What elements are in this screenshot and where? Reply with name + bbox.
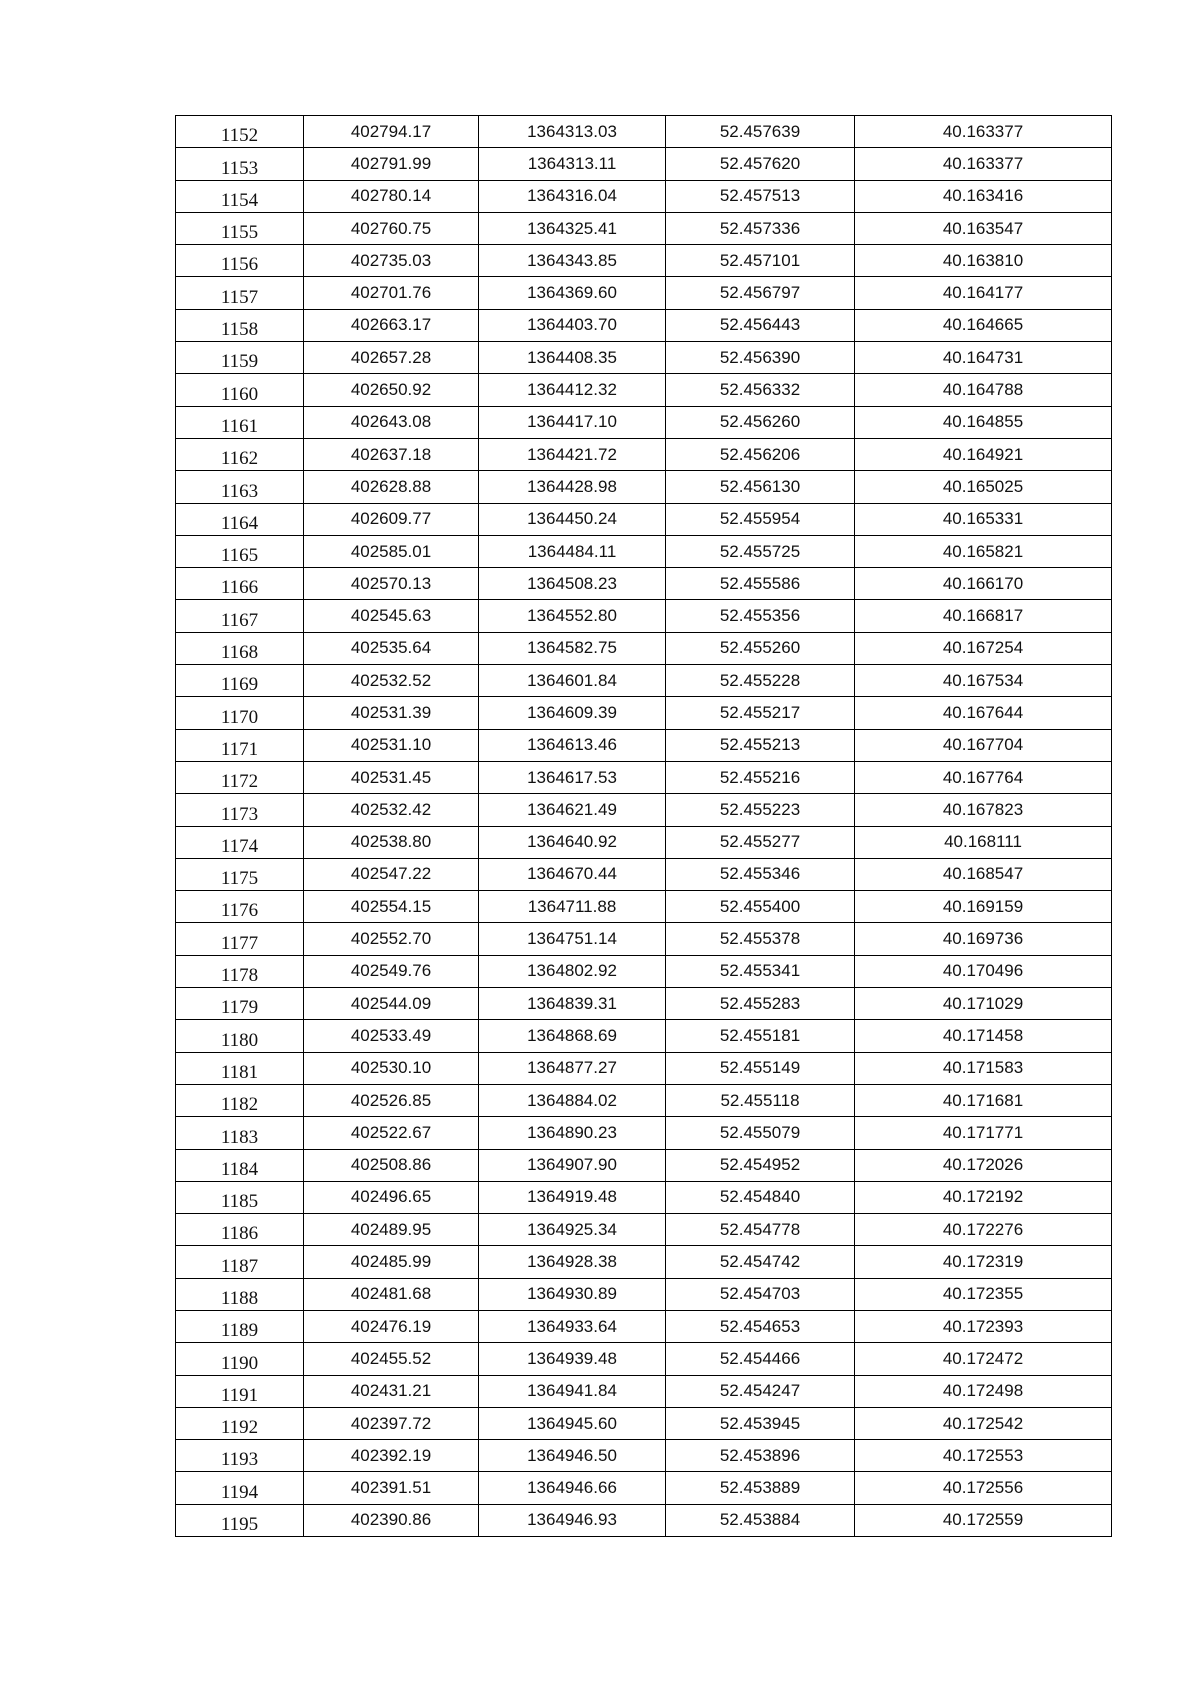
table-row [176, 955, 1112, 987]
table-row [176, 794, 1112, 826]
x-coordinate-cell: 402531.10 [304, 729, 479, 761]
point-number-cell: 1194 [176, 1472, 304, 1504]
x-coordinate-cell: 402554.15 [304, 891, 479, 923]
y-coordinate-cell: 1364945.60 [479, 1407, 666, 1439]
y-coordinate-cell: 1364316.04 [479, 180, 666, 212]
longitude-cell: 40.164665 [855, 309, 1112, 341]
longitude-cell: 40.165025 [855, 471, 1112, 503]
y-coordinate-cell: 1364930.89 [479, 1278, 666, 1310]
y-coordinate-cell: 1364412.32 [479, 374, 666, 406]
table-row [176, 1278, 1112, 1310]
point-number-cell: 1192 [176, 1407, 304, 1439]
point-number-cell: 1178 [176, 955, 304, 987]
longitude-cell: 40.172393 [855, 1310, 1112, 1342]
x-coordinate-cell: 402532.42 [304, 794, 479, 826]
table-row [176, 1246, 1112, 1278]
y-coordinate-cell: 1364408.35 [479, 342, 666, 374]
y-coordinate-cell: 1364933.64 [479, 1310, 666, 1342]
y-coordinate-cell: 1364919.48 [479, 1181, 666, 1213]
latitude-cell: 52.455586 [666, 568, 855, 600]
table-row [176, 697, 1112, 729]
y-coordinate-cell: 1364421.72 [479, 438, 666, 470]
point-number-cell: 1154 [176, 180, 304, 212]
table-row [176, 406, 1112, 438]
longitude-cell: 40.171681 [855, 1084, 1112, 1116]
x-coordinate-cell: 402391.51 [304, 1472, 479, 1504]
y-coordinate-cell: 1364839.31 [479, 988, 666, 1020]
table-row [176, 729, 1112, 761]
point-number-cell: 1155 [176, 212, 304, 244]
latitude-cell: 52.455228 [666, 665, 855, 697]
table-row [176, 858, 1112, 890]
point-number-cell: 1175 [176, 858, 304, 890]
latitude-cell: 52.455260 [666, 632, 855, 664]
table-row [176, 503, 1112, 535]
point-number-cell: 1179 [176, 988, 304, 1020]
x-coordinate-cell: 402526.85 [304, 1084, 479, 1116]
latitude-cell: 52.457639 [666, 116, 855, 148]
longitude-cell: 40.163810 [855, 245, 1112, 277]
latitude-cell: 52.457336 [666, 212, 855, 244]
latitude-cell: 52.454778 [666, 1214, 855, 1246]
y-coordinate-cell: 1364484.11 [479, 535, 666, 567]
x-coordinate-cell: 402549.76 [304, 955, 479, 987]
y-coordinate-cell: 1364751.14 [479, 923, 666, 955]
y-coordinate-cell: 1364670.44 [479, 858, 666, 890]
point-number-cell: 1168 [176, 632, 304, 664]
point-number-cell: 1184 [176, 1149, 304, 1181]
y-coordinate-cell: 1364582.75 [479, 632, 666, 664]
point-number-cell: 1172 [176, 761, 304, 793]
table-row [176, 1504, 1112, 1536]
longitude-cell: 40.171458 [855, 1020, 1112, 1052]
table-row [176, 923, 1112, 955]
x-coordinate-cell: 402794.17 [304, 116, 479, 148]
latitude-cell: 52.453889 [666, 1472, 855, 1504]
latitude-cell: 52.455283 [666, 988, 855, 1020]
longitude-cell: 40.166170 [855, 568, 1112, 600]
longitude-cell: 40.164788 [855, 374, 1112, 406]
point-number-cell: 1159 [176, 342, 304, 374]
latitude-cell: 52.456443 [666, 309, 855, 341]
x-coordinate-cell: 402532.52 [304, 665, 479, 697]
table-row [176, 1117, 1112, 1149]
table-row [176, 988, 1112, 1020]
longitude-cell: 40.167823 [855, 794, 1112, 826]
longitude-cell: 40.172556 [855, 1472, 1112, 1504]
table-row [176, 1310, 1112, 1342]
latitude-cell: 52.457513 [666, 180, 855, 212]
x-coordinate-cell: 402485.99 [304, 1246, 479, 1278]
table-row [176, 761, 1112, 793]
point-number-cell: 1170 [176, 697, 304, 729]
point-number-cell: 1166 [176, 568, 304, 600]
point-number-cell: 1190 [176, 1343, 304, 1375]
x-coordinate-cell: 402390.86 [304, 1504, 479, 1536]
y-coordinate-cell: 1364907.90 [479, 1149, 666, 1181]
latitude-cell: 52.454247 [666, 1375, 855, 1407]
point-number-cell: 1156 [176, 245, 304, 277]
y-coordinate-cell: 1364868.69 [479, 1020, 666, 1052]
longitude-cell: 40.167254 [855, 632, 1112, 664]
table-row [176, 1472, 1112, 1504]
x-coordinate-cell: 402552.70 [304, 923, 479, 955]
longitude-cell: 40.168111 [855, 826, 1112, 858]
table-row [176, 826, 1112, 858]
latitude-cell: 52.456130 [666, 471, 855, 503]
latitude-cell: 52.454742 [666, 1246, 855, 1278]
point-number-cell: 1186 [176, 1214, 304, 1246]
point-number-cell: 1173 [176, 794, 304, 826]
point-number-cell: 1160 [176, 374, 304, 406]
table-row [176, 1149, 1112, 1181]
y-coordinate-cell: 1364403.70 [479, 309, 666, 341]
latitude-cell: 52.455079 [666, 1117, 855, 1149]
latitude-cell: 52.455217 [666, 697, 855, 729]
x-coordinate-cell: 402791.99 [304, 148, 479, 180]
table-row [176, 1214, 1112, 1246]
longitude-cell: 40.167534 [855, 665, 1112, 697]
point-number-cell: 1180 [176, 1020, 304, 1052]
point-number-cell: 1187 [176, 1246, 304, 1278]
latitude-cell: 52.456797 [666, 277, 855, 309]
latitude-cell: 52.456390 [666, 342, 855, 374]
y-coordinate-cell: 1364621.49 [479, 794, 666, 826]
y-coordinate-cell: 1364802.92 [479, 955, 666, 987]
y-coordinate-cell: 1364417.10 [479, 406, 666, 438]
latitude-cell: 52.454466 [666, 1343, 855, 1375]
y-coordinate-cell: 1364617.53 [479, 761, 666, 793]
y-coordinate-cell: 1364552.80 [479, 600, 666, 632]
y-coordinate-cell: 1364313.11 [479, 148, 666, 180]
longitude-cell: 40.169159 [855, 891, 1112, 923]
x-coordinate-cell: 402397.72 [304, 1407, 479, 1439]
longitude-cell: 40.170496 [855, 955, 1112, 987]
x-coordinate-cell: 402628.88 [304, 471, 479, 503]
table-row [176, 1052, 1112, 1084]
x-coordinate-cell: 402585.01 [304, 535, 479, 567]
x-coordinate-cell: 402643.08 [304, 406, 479, 438]
x-coordinate-cell: 402481.68 [304, 1278, 479, 1310]
latitude-cell: 52.455400 [666, 891, 855, 923]
longitude-cell: 40.172026 [855, 1149, 1112, 1181]
table-row [176, 1084, 1112, 1116]
longitude-cell: 40.172472 [855, 1343, 1112, 1375]
table-row [176, 665, 1112, 697]
point-number-cell: 1177 [176, 923, 304, 955]
x-coordinate-cell: 402701.76 [304, 277, 479, 309]
point-number-cell: 1152 [176, 116, 304, 148]
latitude-cell: 52.454653 [666, 1310, 855, 1342]
longitude-cell: 40.167704 [855, 729, 1112, 761]
latitude-cell: 52.454840 [666, 1181, 855, 1213]
longitude-cell: 40.166817 [855, 600, 1112, 632]
latitude-cell: 52.457620 [666, 148, 855, 180]
table-row [176, 600, 1112, 632]
longitude-cell: 40.165331 [855, 503, 1112, 535]
x-coordinate-cell: 402663.17 [304, 309, 479, 341]
table-row [176, 309, 1112, 341]
longitude-cell: 40.172542 [855, 1407, 1112, 1439]
point-number-cell: 1167 [176, 600, 304, 632]
longitude-cell: 40.165821 [855, 535, 1112, 567]
y-coordinate-cell: 1364884.02 [479, 1084, 666, 1116]
y-coordinate-cell: 1364613.46 [479, 729, 666, 761]
longitude-cell: 40.172355 [855, 1278, 1112, 1310]
point-number-cell: 1158 [176, 309, 304, 341]
y-coordinate-cell: 1364343.85 [479, 245, 666, 277]
table-row [176, 180, 1112, 212]
longitude-cell: 40.172319 [855, 1246, 1112, 1278]
x-coordinate-cell: 402531.39 [304, 697, 479, 729]
longitude-cell: 40.164177 [855, 277, 1112, 309]
x-coordinate-cell: 402476.19 [304, 1310, 479, 1342]
longitude-cell: 40.163377 [855, 116, 1112, 148]
x-coordinate-cell: 402522.67 [304, 1117, 479, 1149]
table-row [176, 277, 1112, 309]
point-number-cell: 1182 [176, 1084, 304, 1116]
point-number-cell: 1153 [176, 148, 304, 180]
latitude-cell: 52.456332 [666, 374, 855, 406]
longitude-cell: 40.163416 [855, 180, 1112, 212]
y-coordinate-cell: 1364508.23 [479, 568, 666, 600]
y-coordinate-cell: 1364313.03 [479, 116, 666, 148]
x-coordinate-cell: 402780.14 [304, 180, 479, 212]
latitude-cell: 52.455277 [666, 826, 855, 858]
point-number-cell: 1188 [176, 1278, 304, 1310]
y-coordinate-cell: 1364946.66 [479, 1472, 666, 1504]
coordinates-table-body [176, 116, 1112, 1537]
table-row [176, 148, 1112, 180]
latitude-cell: 52.453945 [666, 1407, 855, 1439]
point-number-cell: 1176 [176, 891, 304, 923]
table-row [176, 535, 1112, 567]
point-number-cell: 1169 [176, 665, 304, 697]
longitude-cell: 40.164921 [855, 438, 1112, 470]
longitude-cell: 40.172498 [855, 1375, 1112, 1407]
point-number-cell: 1157 [176, 277, 304, 309]
y-coordinate-cell: 1364890.23 [479, 1117, 666, 1149]
latitude-cell: 52.454703 [666, 1278, 855, 1310]
x-coordinate-cell: 402531.45 [304, 761, 479, 793]
x-coordinate-cell: 402637.18 [304, 438, 479, 470]
y-coordinate-cell: 1364946.93 [479, 1504, 666, 1536]
point-number-cell: 1161 [176, 406, 304, 438]
point-number-cell: 1185 [176, 1181, 304, 1213]
latitude-cell: 52.455378 [666, 923, 855, 955]
latitude-cell: 52.455356 [666, 600, 855, 632]
latitude-cell: 52.455725 [666, 535, 855, 567]
x-coordinate-cell: 402533.49 [304, 1020, 479, 1052]
y-coordinate-cell: 1364877.27 [479, 1052, 666, 1084]
y-coordinate-cell: 1364941.84 [479, 1375, 666, 1407]
table-row [176, 471, 1112, 503]
x-coordinate-cell: 402431.21 [304, 1375, 479, 1407]
y-coordinate-cell: 1364939.48 [479, 1343, 666, 1375]
point-number-cell: 1164 [176, 503, 304, 535]
x-coordinate-cell: 402392.19 [304, 1440, 479, 1472]
y-coordinate-cell: 1364609.39 [479, 697, 666, 729]
x-coordinate-cell: 402535.64 [304, 632, 479, 664]
coordinates-table [175, 115, 1112, 1537]
y-coordinate-cell: 1364450.24 [479, 503, 666, 535]
table-row [176, 342, 1112, 374]
point-number-cell: 1183 [176, 1117, 304, 1149]
table-row [176, 212, 1112, 244]
x-coordinate-cell: 402508.86 [304, 1149, 479, 1181]
point-number-cell: 1193 [176, 1440, 304, 1472]
table-row [176, 568, 1112, 600]
point-number-cell: 1162 [176, 438, 304, 470]
table-row [176, 438, 1112, 470]
y-coordinate-cell: 1364640.92 [479, 826, 666, 858]
table-row [176, 1343, 1112, 1375]
x-coordinate-cell: 402570.13 [304, 568, 479, 600]
table-row [176, 1440, 1112, 1472]
latitude-cell: 52.453896 [666, 1440, 855, 1472]
latitude-cell: 52.457101 [666, 245, 855, 277]
x-coordinate-cell: 402544.09 [304, 988, 479, 1020]
x-coordinate-cell: 402455.52 [304, 1343, 479, 1375]
x-coordinate-cell: 402547.22 [304, 858, 479, 890]
x-coordinate-cell: 402650.92 [304, 374, 479, 406]
longitude-cell: 40.164855 [855, 406, 1112, 438]
latitude-cell: 52.454952 [666, 1149, 855, 1181]
latitude-cell: 52.455216 [666, 761, 855, 793]
table-row [176, 1020, 1112, 1052]
longitude-cell: 40.163547 [855, 212, 1112, 244]
table-row [176, 1375, 1112, 1407]
latitude-cell: 52.456206 [666, 438, 855, 470]
latitude-cell: 52.455223 [666, 794, 855, 826]
x-coordinate-cell: 402760.75 [304, 212, 479, 244]
longitude-cell: 40.169736 [855, 923, 1112, 955]
longitude-cell: 40.164731 [855, 342, 1112, 374]
longitude-cell: 40.163377 [855, 148, 1112, 180]
point-number-cell: 1189 [176, 1310, 304, 1342]
latitude-cell: 52.453884 [666, 1504, 855, 1536]
longitude-cell: 40.167644 [855, 697, 1112, 729]
y-coordinate-cell: 1364369.60 [479, 277, 666, 309]
x-coordinate-cell: 402489.95 [304, 1214, 479, 1246]
longitude-cell: 40.172276 [855, 1214, 1112, 1246]
table-row [176, 116, 1112, 148]
point-number-cell: 1174 [176, 826, 304, 858]
point-number-cell: 1195 [176, 1504, 304, 1536]
point-number-cell: 1163 [176, 471, 304, 503]
x-coordinate-cell: 402735.03 [304, 245, 479, 277]
table-row [176, 1407, 1112, 1439]
y-coordinate-cell: 1364946.50 [479, 1440, 666, 1472]
y-coordinate-cell: 1364325.41 [479, 212, 666, 244]
y-coordinate-cell: 1364601.84 [479, 665, 666, 697]
latitude-cell: 52.455954 [666, 503, 855, 535]
longitude-cell: 40.171771 [855, 1117, 1112, 1149]
point-number-cell: 1181 [176, 1052, 304, 1084]
latitude-cell: 52.456260 [666, 406, 855, 438]
table-row [176, 891, 1112, 923]
table-row [176, 632, 1112, 664]
longitude-cell: 40.172192 [855, 1181, 1112, 1213]
table-row [176, 374, 1112, 406]
x-coordinate-cell: 402530.10 [304, 1052, 479, 1084]
latitude-cell: 52.455213 [666, 729, 855, 761]
table-row [176, 245, 1112, 277]
y-coordinate-cell: 1364711.88 [479, 891, 666, 923]
x-coordinate-cell: 402609.77 [304, 503, 479, 535]
longitude-cell: 40.167764 [855, 761, 1112, 793]
point-number-cell: 1165 [176, 535, 304, 567]
longitude-cell: 40.172553 [855, 1440, 1112, 1472]
x-coordinate-cell: 402657.28 [304, 342, 479, 374]
y-coordinate-cell: 1364428.98 [479, 471, 666, 503]
latitude-cell: 52.455149 [666, 1052, 855, 1084]
longitude-cell: 40.171029 [855, 988, 1112, 1020]
longitude-cell: 40.172559 [855, 1504, 1112, 1536]
x-coordinate-cell: 402538.80 [304, 826, 479, 858]
longitude-cell: 40.171583 [855, 1052, 1112, 1084]
point-number-cell: 1171 [176, 729, 304, 761]
point-number-cell: 1191 [176, 1375, 304, 1407]
latitude-cell: 52.455346 [666, 858, 855, 890]
y-coordinate-cell: 1364925.34 [479, 1214, 666, 1246]
longitude-cell: 40.168547 [855, 858, 1112, 890]
x-coordinate-cell: 402545.63 [304, 600, 479, 632]
x-coordinate-cell: 402496.65 [304, 1181, 479, 1213]
y-coordinate-cell: 1364928.38 [479, 1246, 666, 1278]
latitude-cell: 52.455181 [666, 1020, 855, 1052]
latitude-cell: 52.455341 [666, 955, 855, 987]
table-row [176, 1181, 1112, 1213]
latitude-cell: 52.455118 [666, 1084, 855, 1116]
